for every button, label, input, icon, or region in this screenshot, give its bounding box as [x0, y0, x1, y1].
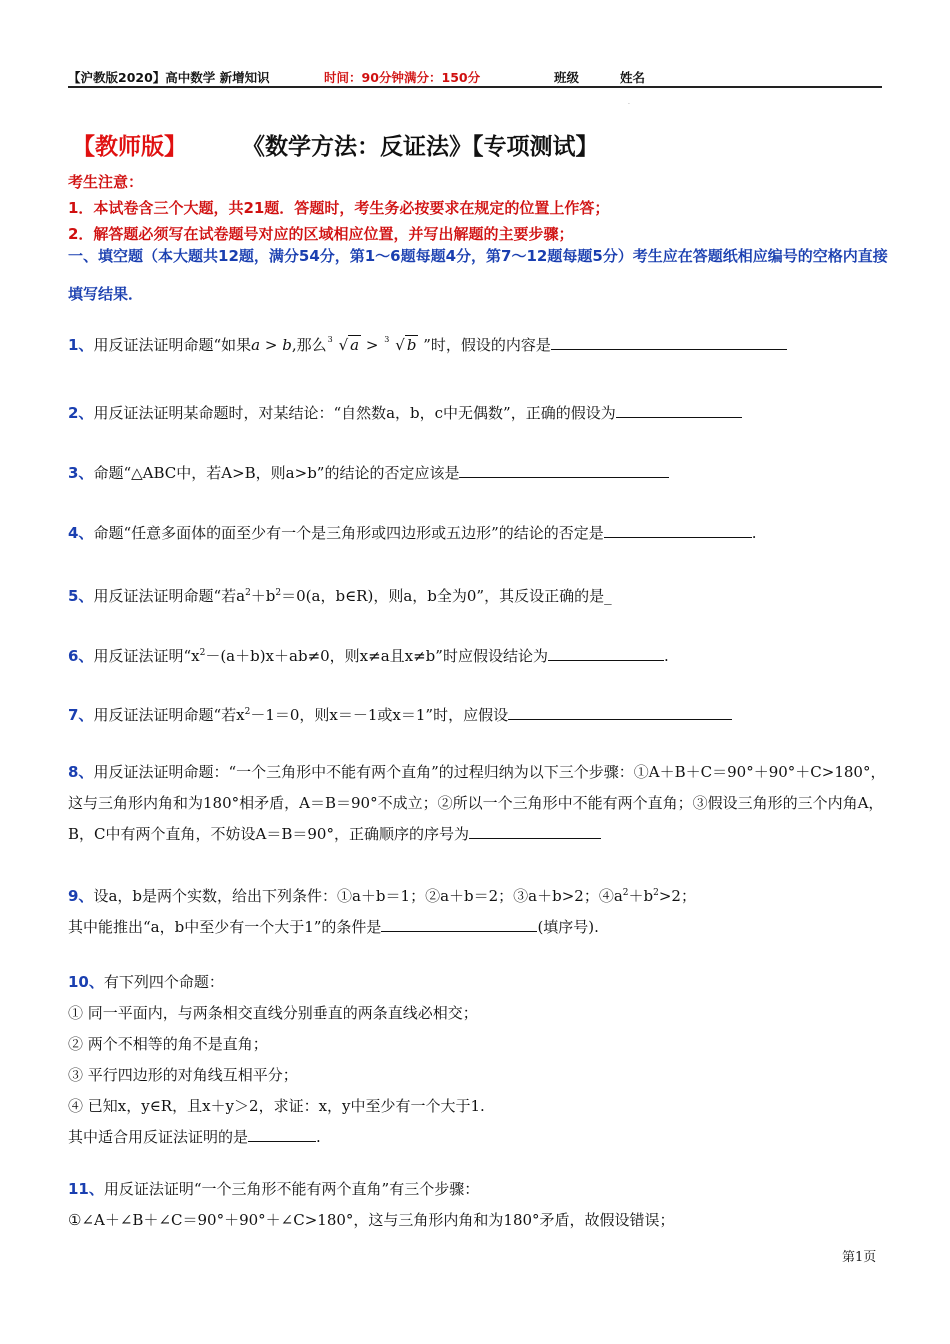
header-name: 姓名 [620, 70, 646, 85]
question-text: >2； [658, 887, 696, 905]
radicand: b [406, 336, 417, 354]
math-var: a [251, 336, 261, 354]
question-number: 6、 [68, 647, 94, 665]
question-text: ”时，假设的内容是 [423, 336, 551, 354]
answer-blank[interactable] [548, 644, 664, 661]
title-tag: 【教师版】 [72, 134, 187, 160]
root-symbol: √ [338, 336, 349, 354]
header-class: 班级 [554, 70, 580, 85]
question-text: 有下列四个命题： [103, 973, 224, 991]
question-text: 用反证法证明命题“如果 [93, 336, 252, 354]
exponent: 2 [244, 707, 251, 717]
question-7 [68, 697, 888, 731]
list-item: ③ 平行四边形的对角线互相平分； [68, 1066, 298, 1084]
notice-item-1: 1．本试卷含三个大题，共21题．答题时，考生务必按要求在规定的位置上作答； [68, 199, 610, 217]
math-op: > [365, 336, 379, 354]
question-text: 命题“任意多面体的面至少有一个是三角形或四边形或五边形”的结论的否定是 [93, 524, 604, 542]
question-5 [68, 578, 888, 612]
header-score: 满分：150分 [404, 70, 481, 85]
question-number: 2、 [68, 404, 94, 422]
answer-blank[interactable] [551, 333, 787, 350]
question-text: 用反证法证明命题“若a [93, 587, 246, 605]
title-main: 《数学方法：反证法》【专项测试】 [242, 134, 599, 160]
question-6 [68, 638, 888, 672]
section-1-heading: 一、填空题（本大题共12题，满分54分，第1～6题每题4分，第7～12题每题5分）考生应在答题纸相应编号的空格内直接填写结果． [68, 247, 888, 303]
header-divider [68, 86, 882, 88]
question-number: 1、 [68, 336, 94, 354]
question-text: 用反证法证明“一个三角形不能有两个直角”有三个步骤： [103, 1180, 480, 1198]
question-1 [68, 330, 888, 361]
root-index: 3 [327, 335, 333, 344]
list-item: ①∠A＋∠B＋∠C＝90°＋90°＋∠C>180°，这与三角形内角和为180°矛盾，故假设错误； [68, 1211, 675, 1229]
answer-blank[interactable] [508, 703, 732, 720]
root-symbol: √ [395, 336, 405, 354]
question-3 [68, 458, 888, 489]
question-10 [68, 967, 888, 1153]
answer-blank[interactable] [248, 1125, 316, 1142]
question-text: 用反证法证明命题：“一个三角形中不能有两个直角”的过程归纳为以下三个步骤：①A＋B＋C＝90°＋90°＋C>180°，这与三角形内角和为180°相矛盾，A＝B＝90°不成立；②所以一个三角形中不能有两个直角；③假设三角形的三个内角A，B，C中有两个直角，不妨设A＝B＝90°，正确顺序的序号为 [68, 763, 886, 843]
notice-item-2: 2．解答题必须写在试卷题号对应的区域相应位置，并写出解题的主要步骤； [68, 225, 574, 243]
list-item: ④ 已知x，y∈R，且x＋y＞2，求证：x，y中至少有一个大于1. [68, 1097, 485, 1115]
list-item: ① 同一平面内，与两条相交直线分别垂直的两条直线必相交； [68, 1004, 478, 1022]
question-text: －1＝0，则x＝－1或x＝1”时，应假设 [250, 706, 509, 724]
question-text: 用反证法证明命题“若x [93, 706, 245, 724]
list-item: ② 两个不相等的角不是直角； [68, 1035, 268, 1053]
cube-root-b [383, 330, 418, 361]
question-text: 用反证法证明某命题时，对某结论：“自然数a，b，c中无偶数”，正确的假设为 [93, 404, 616, 422]
root-index: 3 [384, 335, 390, 344]
page-header [68, 66, 882, 86]
answer-blank[interactable] [469, 822, 601, 839]
radicand: a [350, 336, 360, 354]
decorative-dot: . [628, 99, 630, 106]
math-var: b [282, 336, 292, 354]
question-text: 用反证法证明“x [93, 647, 200, 665]
question-text: －(a＋b)x＋ab≠0，则x≠a且x≠b”时应假设结论为 [205, 647, 548, 665]
exponent: 2 [245, 588, 251, 598]
question-8 [68, 757, 888, 850]
question-text: 其中适合用反证法证明的是 [68, 1128, 249, 1146]
question-end: (填序号). [537, 918, 599, 936]
question-number: 9、 [68, 887, 94, 905]
page-title [72, 128, 599, 161]
question-number: 5、 [68, 587, 94, 605]
question-4 [68, 518, 888, 549]
header-source: 【沪教版2020】高中数学 新增知识 [68, 70, 270, 85]
exponent: 2 [653, 888, 659, 898]
header-time: 时间：90分钟 [324, 70, 404, 85]
page-number: 第1页 [842, 1250, 877, 1265]
question-number: 11、 [68, 1180, 104, 1198]
question-text: 命题“△ABC中，若A>B，则a>b”的结论的否定应该是 [93, 464, 460, 482]
question-text: ,那么 [291, 336, 327, 354]
question-text: 其中能推出“a，b中至少有一个大于1”的条件是 [68, 918, 382, 936]
question-2 [68, 398, 888, 429]
question-9 [68, 878, 888, 943]
question-end: . [663, 647, 669, 665]
question-text: 设a，b是两个实数，给出下列条件：①a＋b＝1；②a＋b＝2；③a＋b>2；④a [93, 887, 623, 905]
question-number: 4、 [68, 524, 94, 542]
question-number: 3、 [68, 464, 94, 482]
question-text: ＋b [250, 587, 276, 605]
answer-blank[interactable] [381, 915, 537, 932]
question-number: 10、 [68, 973, 104, 991]
question-text: ＝0(a，b∈R)，则a，b全为0”，其反设正确的是_ [281, 587, 612, 605]
answer-blank[interactable] [604, 521, 752, 538]
question-end: . [316, 1128, 321, 1146]
exponent: 2 [275, 588, 282, 598]
question-end: . [751, 524, 757, 542]
answer-blank[interactable] [616, 401, 742, 418]
exponent: 2 [199, 648, 206, 658]
question-text: ＋b [628, 887, 654, 905]
question-number: 8、 [68, 763, 94, 781]
notice-heading: 考生注意： [68, 173, 144, 191]
math-op: > [264, 336, 278, 354]
exponent: 2 [622, 888, 629, 898]
question-number: 7、 [68, 706, 94, 724]
question-11 [68, 1174, 888, 1236]
answer-blank[interactable] [459, 461, 669, 478]
cube-root-a [327, 330, 362, 361]
